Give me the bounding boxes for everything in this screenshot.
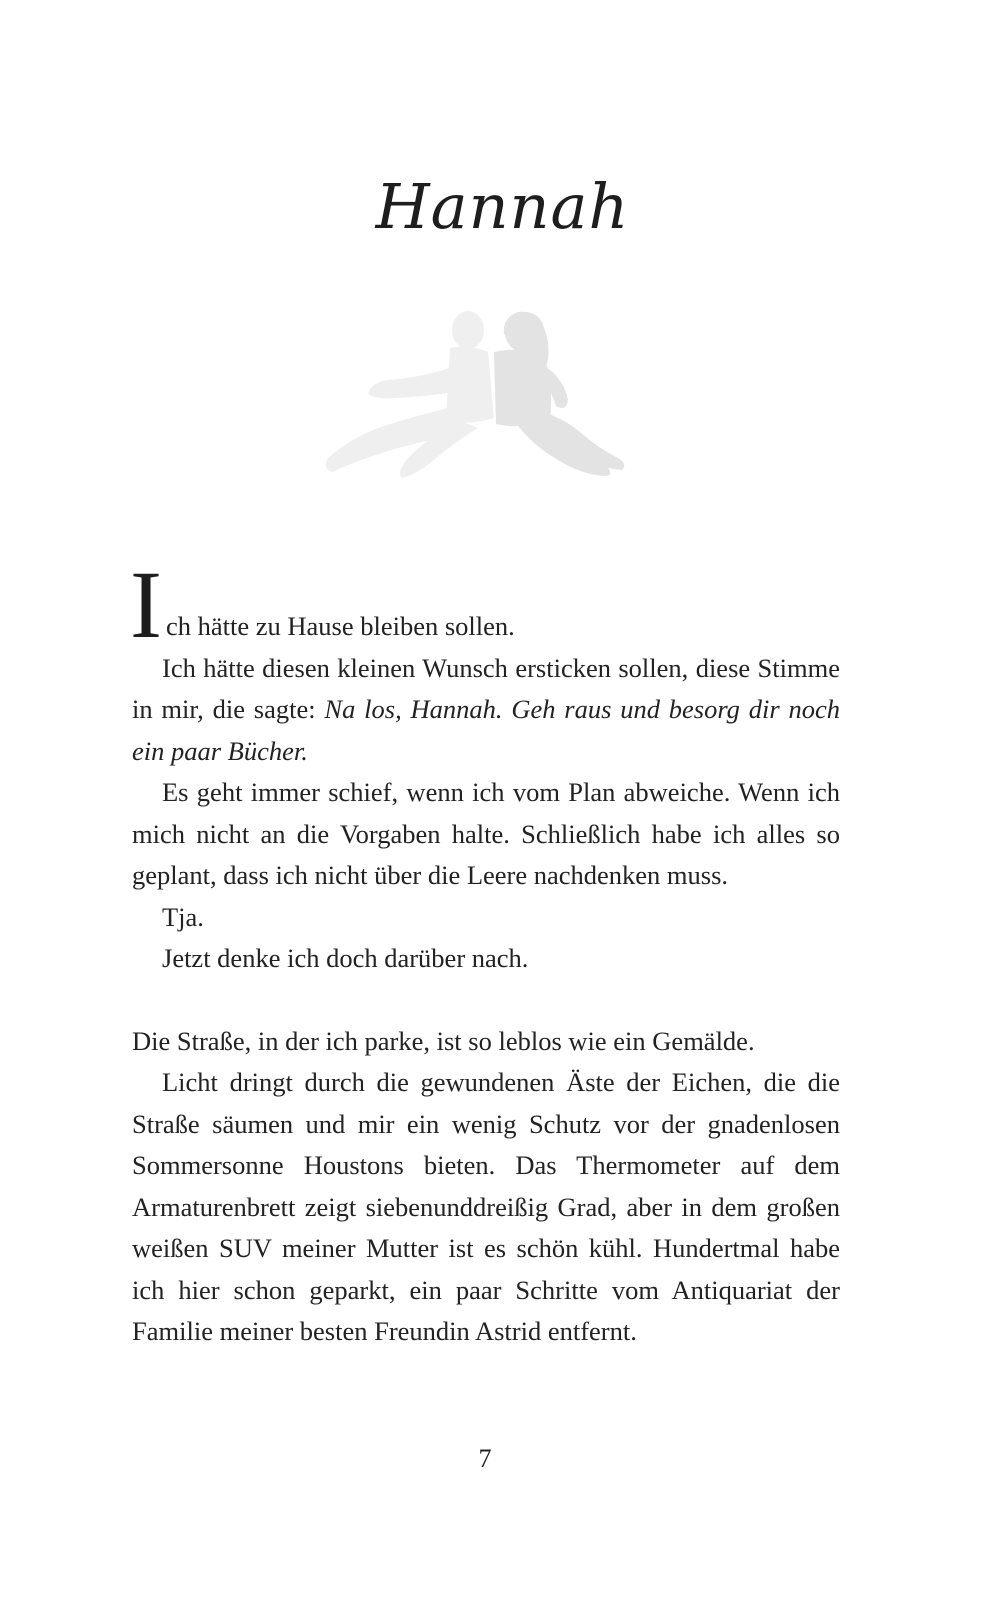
chapter-title: Hannah xyxy=(375,170,630,243)
paragraph-4: Tja. xyxy=(162,901,204,932)
paragraph-5: Jetzt denke ich doch darüber nach. xyxy=(162,943,529,973)
paragraph-7: Licht dringt durch die gewundenen Äste der Eichen, die die Straße säumen und mir ein wenig Schutz vor der gnadenlosen Sommersonne Houstons bieten. Das Thermometer auf dem Armaturenbrett zeigt siebenunddreißig Grad, aber in dem großen weißen SUV meiner Mutter ist es schön kühl. Hundertmal habe ich hier schon geparkt, ein paar Schritte vom Antiquariat der Familie meiner besten Freundin Astrid entfernt. xyxy=(132,1067,840,1346)
paragraph-2-italic: Na los, Hannah. Geh raus und besorg dir noch ein paar Bücher. xyxy=(132,694,840,766)
paragraph-6: Die Straße, in der ich parke, ist so leblos wie ein Gemälde. xyxy=(132,1025,755,1056)
opening-paragraph xyxy=(130,551,840,658)
paragraph-3: Es geht immer schief, wenn ich vom Plan abweiche. Wenn ich mich nicht an die Vorgaben halte. Schließlich habe ich alles so geplant, dass ich nicht über die Leere nachdenken muss. xyxy=(132,777,840,890)
paragraph-2-text: Ich hätte diesen kleinen Wunsch ersticken sollen, diese Stimme in mir, die sagte: xyxy=(132,652,840,724)
section-break xyxy=(132,980,840,1021)
page-number: 7 xyxy=(478,1444,492,1473)
paragraph-2 xyxy=(132,648,840,773)
chapter-body xyxy=(130,551,840,1353)
couple-silhouette-illustration xyxy=(318,308,658,488)
drop-cap: I xyxy=(130,551,162,658)
opening-line: ch hätte zu Hause bleiben sollen. xyxy=(165,611,515,641)
